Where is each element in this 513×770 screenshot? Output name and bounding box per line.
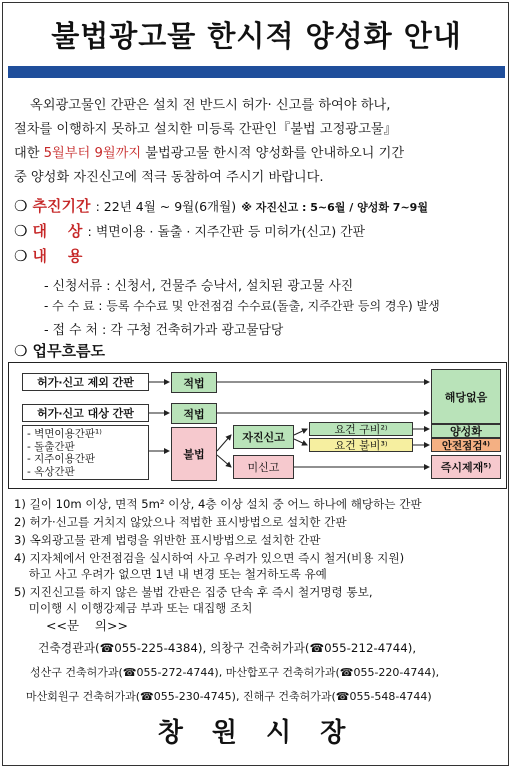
flow-target-item: - 옥상간판 [27,465,75,478]
bullet-icon: ❍ [14,222,28,240]
note-5-cont: 미이행 시 이행강제금 부과 또는 대집행 조치 [14,601,253,615]
signature: 창 원 시 장 [157,718,356,748]
intro-line-4: 중 양성화 자진신고에 적극 동참하여 주시기 바랍니다. [14,170,324,185]
note-1: 1) 길이 10m 이상, 면적 5m² 이상, 4층 이상 설치 중 어느 하나에 해당하는 간판 [14,497,422,511]
flow-target-item: - 돌출간판 [27,440,75,453]
flow-self-report-box: 자진신고 [233,425,294,449]
intro-text: 대한 [14,146,44,161]
intro-line-2: 절차를 이행하지 못하고 설치한 미등록 간판인『불법 고정광고물』 [14,122,397,137]
section-label: 내 용 [32,247,83,265]
contact-heading: <<문 의>> [46,618,128,633]
content-item: - 수 수 료 : 등록 수수료 및 안전점검 수수료(돌출, 지주간판 등의 경우) 발생 [44,299,440,313]
intro-period-highlight: 5월부터 9월까지 [43,146,142,161]
section-value: : 22년 4월 ~ 9월(6개월) [95,199,237,214]
title-underline-bar [8,66,505,78]
section-period [14,195,428,216]
flow-none-box: 해당없음 [431,369,501,424]
flow-heading: 업무흐름도 [32,342,105,360]
flow-req-bad-box: 요건 불비³⁾ [309,438,413,452]
flow-sanction-box: 즉시제재⁵⁾ [431,455,501,479]
section-target [14,220,365,241]
flow-illegal-box: 불법 [171,427,217,481]
note-4-cont: 하고 사고 우려가 없으면 1년 내 변경 또는 철거하도록 유예 [14,567,327,581]
section-label: 추진기간 [32,197,91,215]
note-3: 3) 옥외광고물 관계 법령을 위반한 표시방법으로 설치한 간판 [14,533,321,547]
flow-legal-box: 적법 [171,372,217,393]
content-item: - 접 수 처 : 각 구청 건축허가과 광고물담당 [44,323,284,338]
flow-unreported-box: 미신고 [233,455,294,479]
section-value: : 벽면이용 · 돌출 · 지주간판 등 미허가(신고) 간판 [87,225,366,240]
bullet-icon: ❍ [14,197,28,215]
section-content [14,245,82,266]
bullet-icon: ❍ [14,247,28,265]
contact-line-2: 성산구 건축허가과(☎055-272-4744), 마산합포구 건축허가과(☎055-220-4744), [30,666,440,679]
flow-target-box: 허가·신고 대상 간판 [22,404,149,422]
contact-line-1: 건축경관과(☎055-225-4384), 의창구 건축허가과(☎055-212-4744), [38,641,417,655]
content-item: - 신청서류 : 신청서, 건물주 승낙서, 설치된 광고물 사진 [44,279,354,294]
section-label: 대 상 [32,222,83,240]
intro-line-3 [14,142,404,161]
contact-line-3: 마산회원구 건축허가과(☎055-230-4745), 진해구 건축허가과(☎055-548-4744) [26,690,432,703]
flow-diagram [8,362,507,489]
note-4: 4) 지자체에서 안전점검을 실시하여 사고 우려가 있으면 즉시 철거(비용 지원) [14,551,405,565]
flow-target-item: - 지주이용간판 [27,453,95,465]
flow-target-list [22,425,149,480]
flow-safety-box: 안전점검⁴⁾ [431,438,501,452]
flow-target-item: - 벽면이용간판¹⁾ [27,428,102,440]
flow-req-ok-box: 요건 구비²⁾ [309,422,413,436]
page-title: 불법광고물 한시적 양성화 안내 [51,19,462,53]
section-flow [14,340,105,361]
bullet-icon: ❍ [14,342,28,360]
flow-legal-box: 적법 [171,403,217,424]
flow-legalize-box: 양성화 [431,424,501,438]
section-note: ※ 자진신고 : 5~6월 / 양성화 7~9월 [241,201,428,214]
note-2: 2) 허가·신고를 거치지 않았으나 적법한 표시방법으로 설치한 간판 [14,515,347,529]
flow-excluded-box: 허가·신고 제외 간판 [22,373,149,391]
intro-text: 불법광고물 한시적 양성화를 안내하오니 기간 [141,146,405,161]
intro-line-1: 옥외광고물인 간판은 설치 전 반드시 허가· 신고를 하여야 하나, [30,98,391,113]
note-5: 5) 지진신고를 하지 않은 불법 간판은 집중 단속 후 즉시 철거명령 통보, [14,585,373,599]
